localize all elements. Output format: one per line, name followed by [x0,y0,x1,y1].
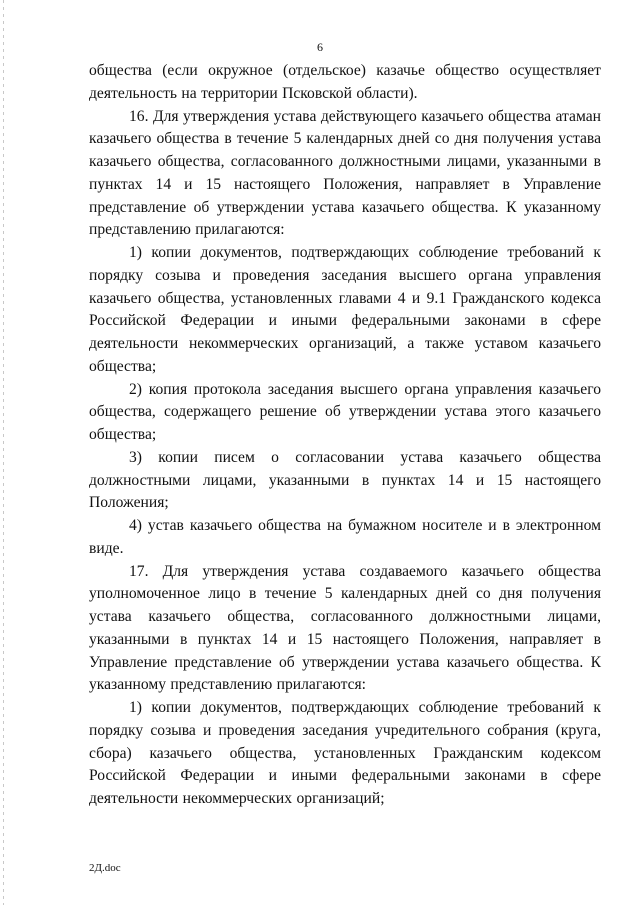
paragraph-clause-17-item-1: 1) копии документов, подтверждающих соблюдение требований к порядку созыва и проведения заседания учредительного собрания (круга, сбора) казачьего общества, установленных Гражданским кодексом Российской Федерации и иными федеральными законами в сфере деятельности некоммерческих организаций; [89,699,601,807]
document-body [89,60,601,811]
paragraph-clause-16-item-3: 3) копии писем о согласовании устава казачьего общества должностными лицами, указанными в пунктах 14 и 15 настоящего Положения; [89,448,601,512]
paragraph-clause-16-item-2: 2) копия протокола заседания высшего органа управления казачьего общества, содержащего решение об утверждении устава этого казачьего общества; [89,380,601,443]
page-number: 6 [317,40,323,54]
footer-filename: 2Д.doc [89,862,121,874]
scan-edge [3,0,4,905]
paragraph-continuation: общества (если окружное (отдельское) казачье общество осуществляет деятельность на территории Псковской области). [89,62,601,102]
paragraph-clause-16-item-1: 1) копии документов, подтверждающих соблюдение требований к порядку созыва и проведения заседания высшего органа управления казачьего общества, установленных главами 4 и 9.1 Гражданского кодекса Российской Федерации и иными федеральными законами в сфере деятельности некоммерческих организаций, а также уставом казачьего общества; [89,244,601,375]
paragraph-clause-16-item-4: 4) устав казачьего общества на бумажном носителе и в электронном виде. [89,517,601,557]
paragraph-clause-16: 16. Для утверждения устава действующего казачьего общества атаман казачьего общества в течение 5 календарных дней со дня получения устава казачьего общества, согласованного должностными лицами, указанными в пунктах 14 и 15 настоящего Положения, направляет в Управление представление об утверждении устава казачьего общества. К указанному представлению прилагаются: [89,107,601,239]
paragraph-clause-17: 17. Для утверждения устава создаваемого казачьего общества уполномоченное лицо в течение 5 календарных дней со дня получения устава казачьего общества, согласованного должностными лицами, указанными в пунктах 14 и 15 настоящего Положения, направляет в Управление представление об утверждении устава казачьего общества. К указанному представлению прилагаются: [89,562,601,694]
